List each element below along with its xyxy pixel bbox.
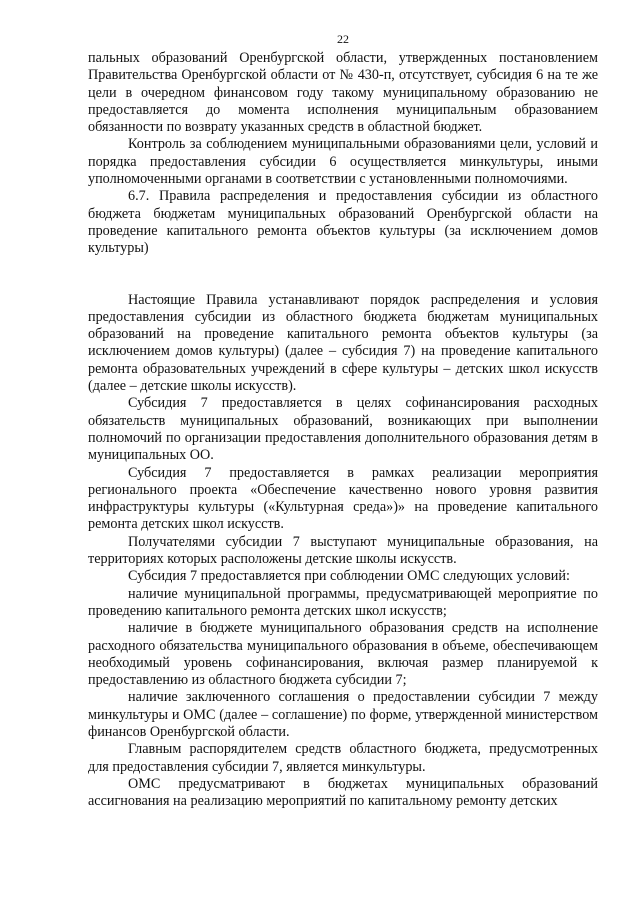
paragraph: Получателями субсидии 7 выступают муниципальные образования, на территориях которых расположены детские школы искусств. [88, 533, 598, 568]
section-bottom [88, 292, 598, 811]
paragraph: Контроль за соблюдением муниципальными образованиями цели, условий и порядка предоставления субсидии 6 осуществляется минкультуры, иными уполномоченными органами в соответствии с установленными полномочиями. [88, 136, 598, 188]
paragraph: ОМС предусматривают в бюджетах муниципальных образований ассигнования на реализацию мероприятий по капитальному ремонту детских [88, 775, 598, 810]
paragraph: пальных образований Оренбургской области, утвержденных постановлением Правительства Оренбургской области от № 430-п, отсутствует, субсидия 6 на те же цели в очередном финансовом году такому муниципальному образованию не предоставляется до момента исполнения муниципальным образованием обязанности по возврату указанных средств в областной бюджет. [88, 50, 598, 136]
section-top [88, 50, 598, 258]
paragraph: Главным распорядителем средств областного бюджета, предусмотренных для предоставления субсидии 7, является минкультуры. [88, 741, 598, 775]
page-number: 22 [337, 32, 349, 46]
paragraph: наличие заключенного соглашения о предоставлении субсидии 7 между минкультуры и ОМС (далее – соглашение) по форме, утвержденной министерством финансов Оренбургской области. [88, 689, 598, 740]
paragraph: Субсидия 7 предоставляется при соблюдении ОМС следующих условий: [128, 568, 570, 585]
paragraph: 6.7. Правила распределения и предоставления субсидии из областного бюджета бюджетам муниципальных образований Оренбургской области на проведение капитального ремонта объектов культуры (за исключением домов культуры) [88, 188, 598, 257]
paragraph: Субсидия 7 предоставляется в целях софинансирования расходных обязательств муниципальных образований, возникающих при выполнении полномочий по организации предоставления дополнительного образования детям в муниципальных ОО. [88, 395, 598, 464]
document-body [88, 50, 598, 810]
paragraph: наличие муниципальной программы, предусматривающей мероприятие по проведению капитального ремонта детских школ искусств; [88, 585, 598, 619]
paragraph: Субсидия 7 предоставляется в рамках реализации мероприятия регионального проекта «Обеспечение качественно нового уровня развития инфраструктуры культуры («Культурная среда»)» на проведение капитального ремонта детских школ искусств. [88, 464, 598, 533]
paragraph: Настоящие Правила устанавливают порядок распределения и условия предоставления субсидии из областного бюджета бюджетам муниципальных образований на проведение капитального ремонта объектов культуры (за исключением домов культуры) (далее – субсидия 7) на проведение капитального ремонта образовательных учреждений в сфере культуры – детских школ искусств (далее – детские школы искусств). [88, 291, 598, 395]
section-gap [88, 258, 598, 292]
paragraph: наличие в бюджете муниципального образования средств на исполнение расходного обязательства муниципального образования в объеме, обеспечивающем необходимый уровень софинансирования, включая размер планируемой к предоставлению из областного бюджета субсидии 7; [88, 620, 598, 689]
